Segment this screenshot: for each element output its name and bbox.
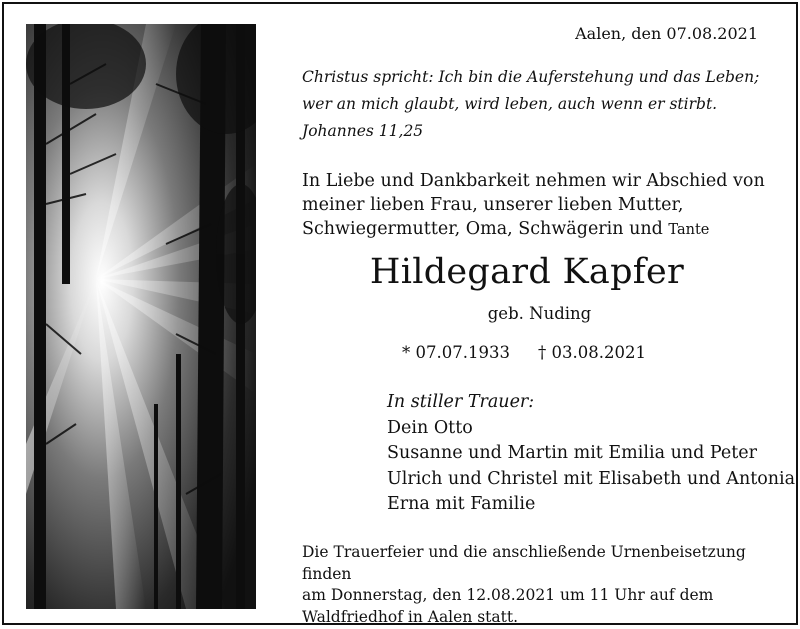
mourners-label: In stiller Trauer: bbox=[387, 392, 535, 412]
date-line: Aalen, den 07.08.2021 bbox=[575, 24, 758, 43]
quote-reference: Johannes 11,25 bbox=[302, 122, 424, 140]
death-date: † 03.08.2021 bbox=[537, 343, 646, 362]
obituary-notice bbox=[2, 2, 798, 625]
mourner-name: Dein Otto bbox=[387, 417, 473, 438]
forest-sunbeam-photo bbox=[26, 24, 256, 609]
mourner-name: Erna mit Familie bbox=[387, 494, 536, 514]
service-line: am Donnerstag, den 12.08.2021 um 11 Uhr auf dem bbox=[302, 586, 714, 604]
service-info bbox=[302, 542, 796, 628]
mourner-name: Ulrich und Christel mit Elisabeth und Antonia bbox=[387, 468, 796, 489]
service-line: Die Trauerfeier und die anschließende Urnenbeisetzung finden bbox=[302, 543, 746, 583]
bible-quote bbox=[302, 64, 759, 145]
life-dates bbox=[402, 343, 646, 362]
birth-date: * 07.07.1933 bbox=[402, 343, 510, 362]
service-line: Waldfriedhof in Aalen statt. bbox=[302, 607, 519, 626]
intro-line-text: Schwiegermutter, Oma, Schwägerin und bbox=[302, 219, 663, 239]
quote-line: Christus spricht: Ich bin die Auferstehung und das Leben; bbox=[302, 68, 760, 86]
intro-text bbox=[302, 169, 765, 242]
mourner-name: Susanne und Martin mit Emilia und Peter bbox=[387, 443, 757, 463]
mourners-block bbox=[387, 390, 795, 518]
intro-last-word: Tante bbox=[668, 222, 710, 238]
birth-name: geb. Nuding bbox=[487, 304, 592, 323]
quote-line: wer an mich glaubt, wird leben, auch wenn er stirbt. bbox=[302, 95, 718, 113]
intro-line: In Liebe und Dankbarkeit nehmen wir Abschied von bbox=[302, 171, 765, 191]
deceased-name: Hildegard Kapfer bbox=[369, 252, 685, 292]
intro-line: meiner lieben Frau, unserer lieben Mutter, bbox=[302, 195, 684, 215]
intro-line bbox=[302, 217, 765, 242]
